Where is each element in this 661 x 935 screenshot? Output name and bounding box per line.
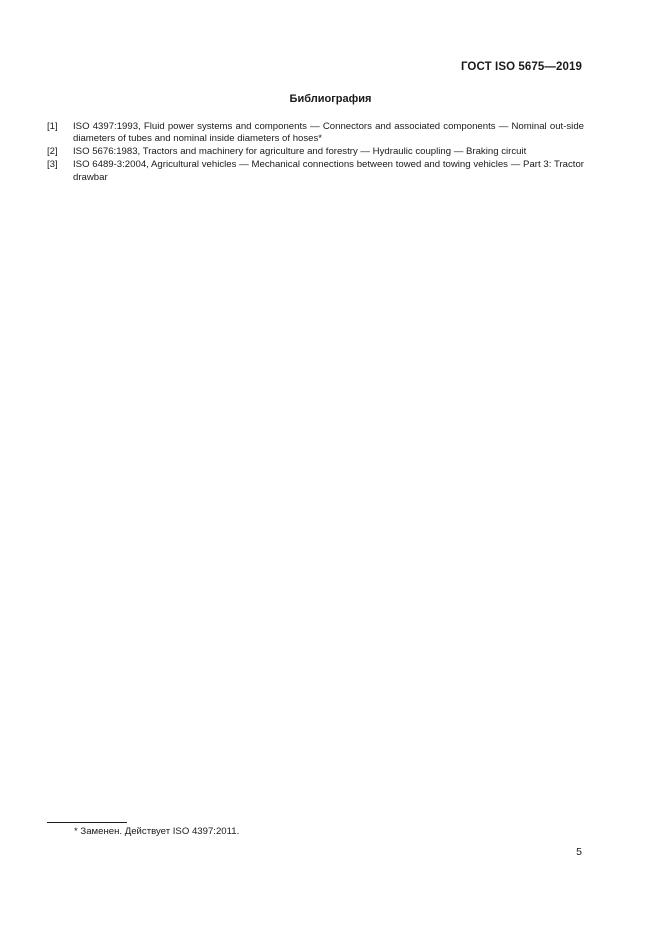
bibliography-list	[47, 121, 584, 185]
bibliography-title: Библиография	[289, 93, 372, 105]
entry-number: [1]	[47, 121, 58, 132]
document-id-header: ГОСТ ISO 5675—2019	[460, 61, 582, 73]
entry-number: [3]	[47, 159, 58, 171]
entry-text: ISO 6489-3:2004, Agricultural vehicles — Mechanical connections between towed and towing vehicles — Part 3: Tractor drawbar	[73, 159, 584, 183]
page-number: 5	[576, 846, 582, 858]
entry-text: ISO 5676:1983, Tractors and machinery for agriculture and forestry — Hydraulic coupling — Braking circuit	[73, 146, 527, 158]
bibliography-entry	[47, 159, 584, 184]
footnote-divider	[47, 822, 127, 823]
bibliography-entry	[47, 146, 584, 158]
footnote: * Заменен. Действует ISO 4397:2011.	[74, 826, 240, 837]
entry-number: [2]	[47, 146, 58, 158]
bibliography-entry	[47, 121, 584, 146]
entry-text: ISO 4397:1993, Fluid power systems and components — Connectors and associated components — Nominal out-side diameters of tubes and nominal inside diameters of hoses*	[73, 121, 584, 145]
